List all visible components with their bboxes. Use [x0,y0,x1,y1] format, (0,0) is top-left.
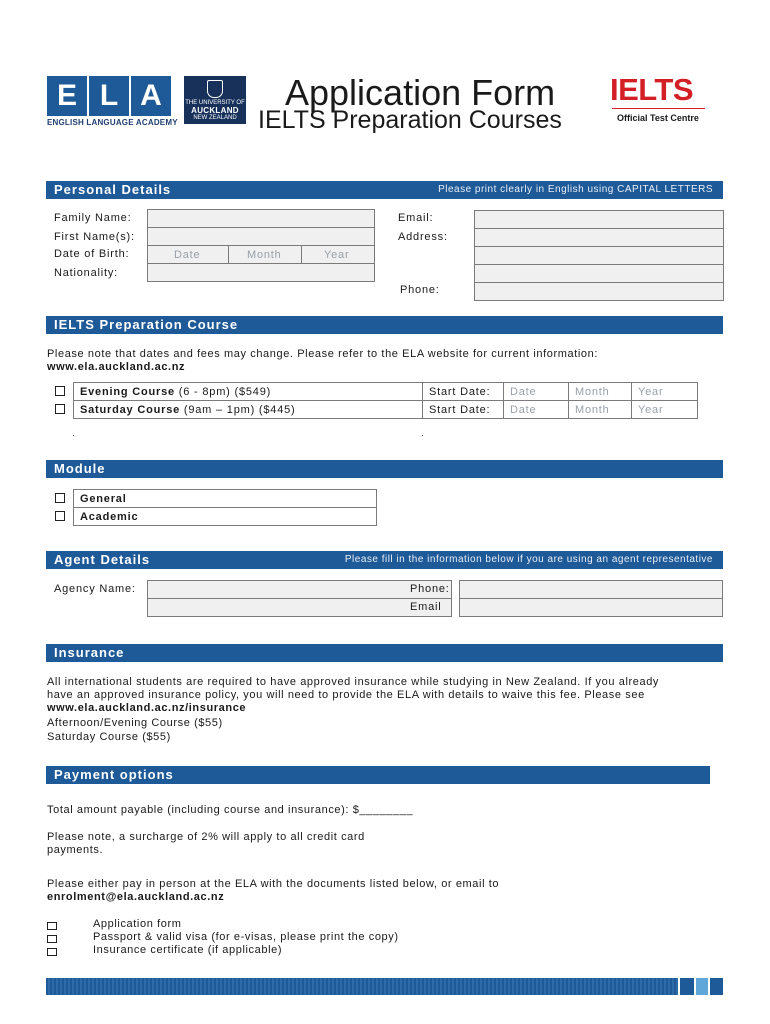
start-date-label-cell [422,382,504,401]
uni-line3: NEW ZEALAND [193,115,237,121]
placeholder-year: Year [638,386,664,398]
module-option: Academic [80,511,139,523]
course-name: Evening Course [80,386,175,398]
page-title: Application Form [285,72,556,113]
family-name-field[interactable] [147,209,375,228]
placeholder-month: Month [575,386,610,398]
agent-email-label: Email [410,601,442,613]
university-logo [184,76,246,124]
uni-line1: THE UNIVERSITY OF [185,100,245,106]
start-date-label: Start Date: [429,386,491,398]
general-module-cell [73,489,377,508]
doc-item-passport: Passport & valid visa (for e-visas, please print the copy) [93,931,399,943]
evening-start-month-field[interactable] [568,382,632,401]
family-name-label: Family Name: [54,212,132,224]
saturday-course-cell [73,400,423,419]
doc-item-insurance: Insurance certificate (if applicable) [93,944,283,956]
first-name-field[interactable] [147,227,375,246]
section-heading: Insurance [54,645,125,660]
insurance-text-1: All international students are required to have approved insurance while studying in New Zealand. If you already [47,676,660,688]
placeholder-year: Year [638,404,664,416]
placeholder-month: Month [247,249,282,261]
agent-email-field[interactable] [459,598,723,617]
dob-day-field[interactable] [147,245,229,264]
email-label: Email: [398,212,434,224]
doc-checkbox-insurance[interactable] [47,948,57,956]
agent-phone-label: Phone: [410,583,450,595]
section-heading: Payment options [54,767,174,782]
saturday-course-checkbox[interactable] [55,404,65,414]
phone-label: Phone: [400,284,440,296]
evening-course-cell [73,382,423,401]
stray-dot [422,435,423,436]
insurance-fee-evening: Afternoon/Evening Course ($55) [47,717,223,729]
nationality-label: Nationality: [54,267,119,279]
insurance-fee-saturday: Saturday Course ($55) [47,731,171,743]
agent-phone-field[interactable] [459,580,723,599]
enrolment-email-link[interactable]: enrolment@ela.auckland.ac.nz [47,891,225,903]
course-url-link[interactable]: www.ela.auckland.ac.nz [47,361,186,373]
phone-field[interactable] [474,282,724,301]
first-name-label: First Name(s): [54,231,135,243]
saturday-start-day-field[interactable] [503,400,569,419]
ielts-logo-rule [612,108,705,109]
footer-square [710,978,723,995]
payment-options-bar [46,766,710,784]
module-bar [46,460,723,478]
course-note: Please note that dates and fees may change. Please refer to the ELA website for current information: [47,348,599,360]
agency-name-field-2[interactable] [147,598,452,617]
section-note: Please print clearly in English using CAPITAL LETTERS [438,184,713,195]
saturday-start-month-field[interactable] [568,400,632,419]
general-module-checkbox[interactable] [55,493,65,503]
saturday-start-year-field[interactable] [631,400,698,419]
placeholder-month: Month [575,404,610,416]
course-name: Saturday Course [80,404,181,416]
doc-checkbox-passport[interactable] [47,935,57,943]
module-option: General [80,493,127,505]
section-heading: Agent Details [54,552,151,567]
footer-square [696,978,708,995]
dob-year-field[interactable] [301,245,375,264]
academic-module-cell [73,507,377,526]
nationality-field[interactable] [147,263,375,282]
ela-logo-e: E [47,76,87,116]
footer-band [46,978,678,995]
crest-icon [207,80,223,98]
email-field[interactable] [474,210,724,229]
ela-logo-subtitle: ENGLISH LANGUAGE ACADEMY [47,118,178,127]
evening-course-checkbox[interactable] [55,386,65,396]
address-field-3[interactable] [474,264,724,283]
ielts-logo-subtitle: Official Test Centre [617,113,699,123]
surcharge-note-2: payments. [47,844,104,856]
doc-checkbox-application[interactable] [47,922,57,930]
evening-start-year-field[interactable] [631,382,698,401]
surcharge-note-1: Please note, a surcharge of 2% will apply to all credit card [47,831,365,843]
course-detail: (6 - 8pm) ($549) [174,386,272,398]
insurance-url-link[interactable]: www.ela.auckland.ac.nz/insurance [47,702,247,714]
ela-logo-l: L [89,76,129,116]
ielts-logo: IELTS [610,72,694,107]
dob-label: Date of Birth: [54,248,130,260]
total-amount-line: Total amount payable (including course and insurance): $________ [47,804,414,816]
insurance-bar [46,644,723,662]
doc-item-application: Application form [93,918,182,930]
agent-details-bar [46,551,723,569]
dob-month-field[interactable] [228,245,302,264]
uni-name: AUCKLAND [191,106,239,115]
address-field-2[interactable] [474,246,724,265]
personal-details-bar [46,181,723,199]
footer-square [680,978,694,995]
placeholder-date: Date [510,386,537,398]
section-heading: Module [54,461,106,476]
page-subtitle: IELTS Preparation Courses [258,106,562,134]
placeholder-date: Date [174,249,201,261]
start-date-label: Start Date: [429,404,491,416]
academic-module-checkbox[interactable] [55,511,65,521]
stray-dot [73,435,74,436]
evening-start-day-field[interactable] [503,382,569,401]
start-date-label-cell [422,400,504,419]
agency-name-label: Agency Name: [54,583,136,595]
course-bar [46,316,723,334]
course-detail: (9am – 1pm) ($445) [180,404,296,416]
address-field-1[interactable] [474,228,724,247]
section-heading: Personal Details [54,182,172,197]
placeholder-date: Date [510,404,537,416]
placeholder-year: Year [324,249,350,261]
agency-name-field-1[interactable] [147,580,452,599]
payment-instruction: Please either pay in person at the ELA with the documents listed below, or email to [47,878,500,890]
section-note: Please fill in the information below if you are using an agent representative [344,554,713,565]
address-label: Address: [398,231,448,243]
section-heading: IELTS Preparation Course [54,317,239,332]
ela-logo-a: A [131,76,171,116]
insurance-text-2: have an approved insurance policy, you will need to provide the ELA with details to waive this fee. Please see [47,689,645,701]
